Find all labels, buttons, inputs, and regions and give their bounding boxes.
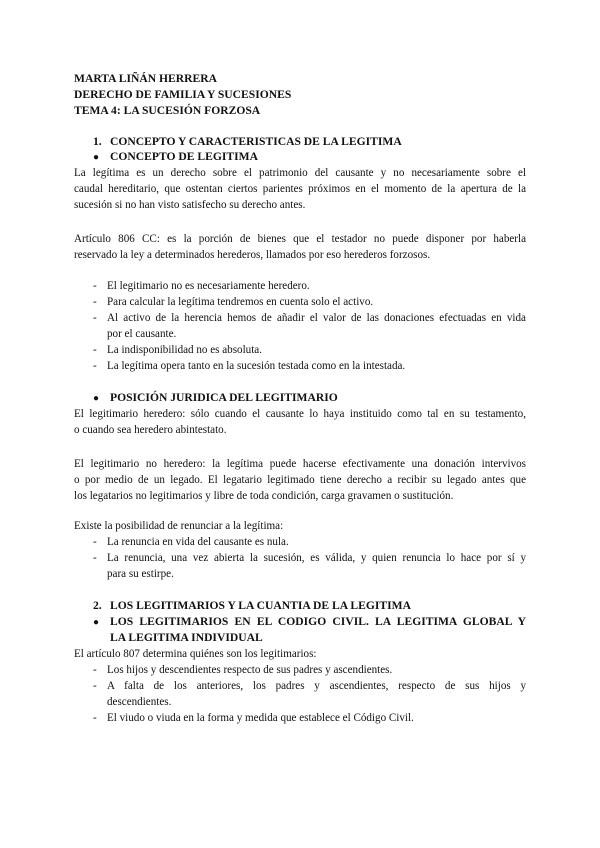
author-name: MARTA LIÑÁN HERRERA (74, 72, 218, 85)
subject-title: DERECHO DE FAMILIA Y SUCESIONES (74, 88, 292, 101)
definition-line: La legítima es un derecho sobre el patrimonio del causante y no necesariamente sobre el (74, 167, 526, 179)
list-item-continued: por el causante. (107, 328, 177, 340)
bullet-icon: ● (93, 617, 100, 628)
dash-marker: - (93, 536, 97, 548)
art806-line: Artículo 806 CC: es la porción de bienes que el testador no puede disponer por haberla (74, 233, 526, 245)
dash-marker: - (93, 664, 97, 676)
list-item: Para calcular la legítima tendremos en cuenta solo el activo. (107, 296, 374, 308)
art807-intro: El artículo 807 determina quiénes son los legitimarios: (74, 648, 317, 660)
list-item: El legitimario no es necesariamente heredero. (107, 280, 310, 292)
bullet-icon: ● (93, 393, 100, 404)
list-item-continued: para su estirpe. (107, 568, 174, 580)
dash-marker: - (93, 296, 97, 308)
subtitle-legitimarios: LOS LEGITIMARIOS EN EL CODIGO CIVIL. LA LEGITIMA GLOBAL Y (110, 615, 526, 628)
section2-number: 2. (93, 599, 102, 612)
no-heredero-line: o por medio de un legado. El legatario legitimado tiene derecho a recibir su legado antes que (74, 474, 526, 486)
section1-title: CONCEPTO Y CARACTERISTICAS DE LA LEGITIMA (110, 135, 402, 148)
dash-marker: - (93, 680, 97, 692)
heredero-line: El legitimario heredero: sólo cuando el causante lo haya instituido como tal en su testamento, (74, 408, 526, 420)
definition-line: sucesión si no han visto satisfecho su derecho antes. (74, 199, 306, 211)
dash-marker: - (93, 312, 97, 324)
list-item: A falta de los anteriores, los padres y ascendientes, respecto de sus hijos y (107, 680, 526, 692)
section2-title: LOS LEGITIMARIOS Y LA CUANTIA DE LA LEGITIMA (110, 599, 411, 612)
definition-line: caudal hereditario, que ostentan ciertos parientes próximos en el momento de la apertura de la (74, 183, 526, 195)
list-item: La renuncia, una vez abierta la sucesión, es válida, y quien renuncia lo hace por sí y (107, 552, 526, 564)
list-item-continued: descendientes. (107, 696, 172, 708)
bullet-icon: ● (93, 152, 100, 163)
dash-marker: - (93, 360, 97, 372)
list-item: El viudo o viuda en la forma y medida que establece el Código Civil. (107, 712, 414, 724)
dash-marker: - (93, 344, 97, 356)
dash-marker: - (93, 712, 97, 724)
subtitle-legitimarios-continued: LA LEGITIMA INDIVIDUAL (110, 631, 263, 644)
no-heredero-line: los legatarios no legitimarios y libre de toda condición, carga gravamen o sustitución. (74, 490, 454, 502)
list-item: La renuncia en vida del causante es nula. (107, 536, 289, 548)
dash-marker: - (93, 280, 97, 292)
section1-number: 1. (93, 135, 102, 148)
art806-line: reservado la ley a determinados herederos, llamados por eso herederos forzosos. (74, 249, 431, 261)
list-item: Al activo de la herencia hemos de añadir el valor de las donaciones efectuadas en vida (107, 312, 526, 324)
list-item: La indisponibilidad no es absoluta. (107, 344, 262, 356)
dash-marker: - (93, 552, 97, 564)
list-item: La legítima opera tanto en la sucesión testada como en la intestada. (107, 360, 406, 372)
topic-title: TEMA 4: LA SUCESIÓN FORZOSA (74, 104, 261, 117)
subtitle-concepto: CONCEPTO DE LEGITIMA (110, 150, 258, 163)
subtitle-posicion: POSICIÓN JURIDICA DEL LEGITIMARIO (110, 391, 338, 404)
renuncia-intro: Existe la posibilidad de renunciar a la legítima: (74, 520, 284, 532)
heredero-line: o cuando sea heredero abintestato. (74, 424, 227, 436)
list-item: Los hijos y descendientes respecto de sus padres y ascendientes. (107, 664, 393, 676)
no-heredero-line: El legitimario no heredero: la legítima puede hacerse efectivamente una donación intervivos (74, 458, 526, 470)
